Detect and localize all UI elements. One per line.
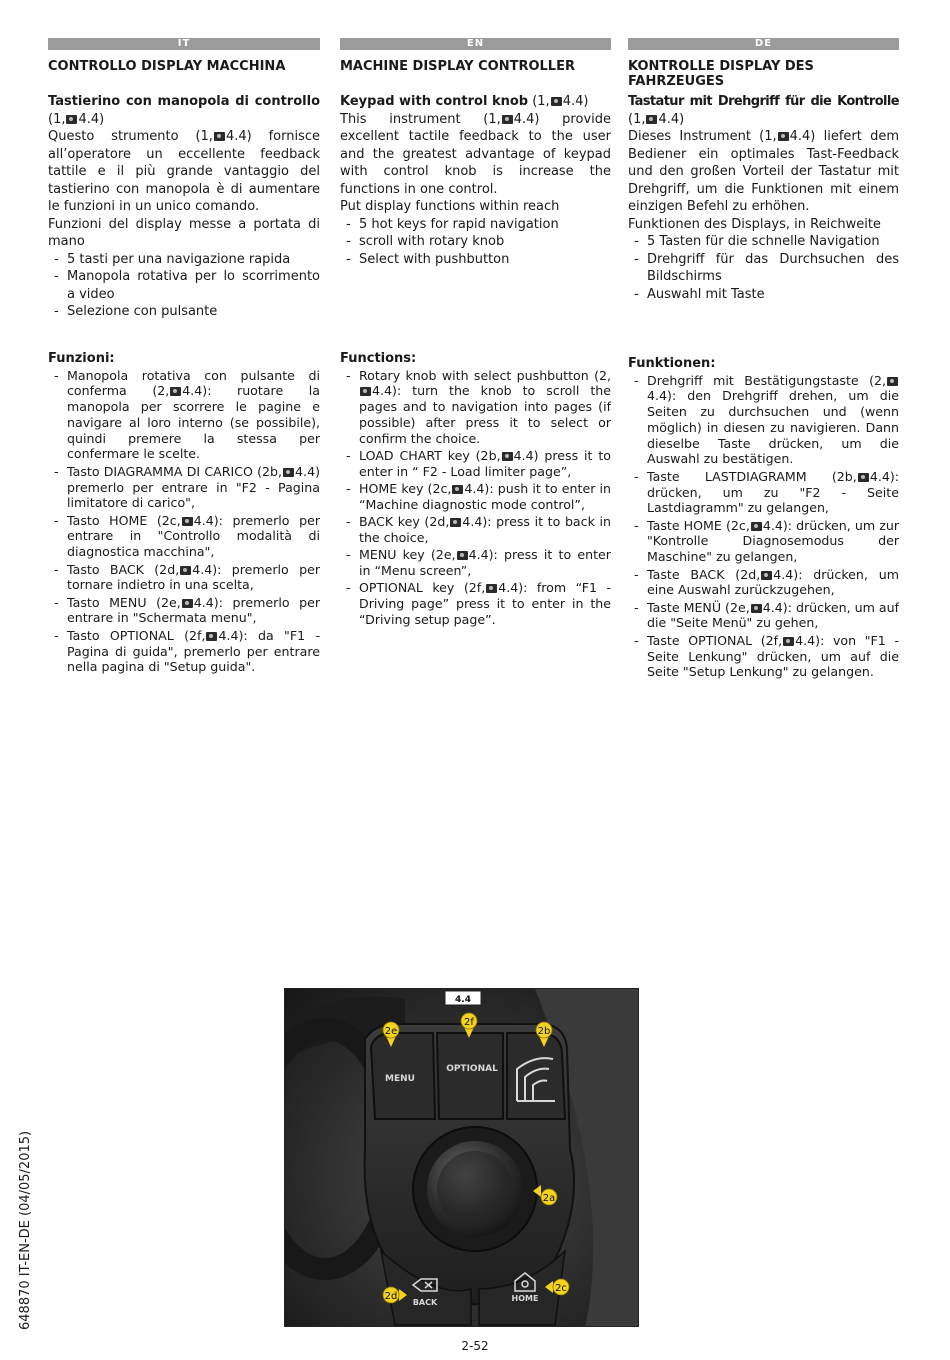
svg-text:2c: 2c (555, 1283, 567, 1294)
reach-text-de: Funktionen des Displays, in Reichweite (628, 216, 881, 232)
list-item: - BACK key (2d, 4.4): press it to back in the choice, (340, 514, 611, 546)
camera-icon (170, 387, 181, 396)
functions-list-de (628, 373, 899, 681)
functions-heading-de: Funktionen: (628, 356, 716, 371)
section-title-it: CONTROLLO DISPLAY MACCHINA (48, 59, 286, 74)
functions-block-it (48, 350, 320, 675)
camera-icon (761, 571, 772, 580)
keypad-heading-it: Tastierino con manopola di controllo (48, 94, 320, 109)
intro-text-it: Questo strumento (1, (48, 129, 213, 144)
section-title-en: MACHINE DISPLAY CONTROLLER (340, 59, 575, 74)
svg-text:2f: 2f (464, 1017, 474, 1028)
list-item: - MENU key (2e, 4.4): press it to enter in “Menu screen”, (340, 547, 611, 579)
list-item: - Taste HOME (2c, 4.4): drücken, um zur "Kontrolle Diagnosemodus der Maschine" zu gelangen, (628, 518, 899, 565)
camera-icon (182, 517, 193, 526)
language-bar-en: EN (340, 38, 611, 50)
camera-icon (457, 551, 468, 560)
svg-text:2e: 2e (384, 1026, 398, 1037)
list-item: - Select with pushbutton (340, 251, 611, 269)
functions-heading-en: Functions: (340, 351, 417, 366)
keypad-heading-de: Tastatur mit Drehgriff für die Kontrolle (628, 94, 899, 109)
list-item: - 5 tasti per una navigazione rapida (48, 251, 320, 269)
intro-block-en: Keypad with control knob (1, 4.4) This instrument (1, 4.4) provide excellent tactile feedback to the user and the greatest advantage of keypad with control knob is increase the functions in one control. Put display functions within reach - 5 hot keys for rapid navigation - scroll with rotary knob - Select with pushbutton (340, 93, 611, 336)
page-number: 2-52 (461, 1339, 489, 1353)
list-item: - Drehgriff für das Durchsuchen des Bildschirms (628, 251, 899, 286)
camera-icon (283, 468, 294, 477)
reach-text-en: Put display functions within reach (340, 199, 560, 214)
camera-icon (66, 115, 77, 124)
keypad-heading-en: Keypad with control knob (340, 94, 529, 109)
list-item: - Taste BACK (2d, 4.4): drücken, um eine Auswahl zurückzugehen, (628, 567, 899, 599)
camera-icon (452, 485, 463, 494)
camera-icon (180, 566, 191, 575)
list-item: - Tasto HOME (2c, 4.4): premerlo per entrare in "Controllo modalità di diagnostica macchina", (48, 513, 320, 560)
camera-icon (778, 132, 789, 141)
functions-block-en (340, 350, 611, 628)
list-item: - Manopola rotativa per lo scorrimento a video (48, 268, 320, 303)
list-item: - Selezione con pulsante (48, 303, 320, 321)
camera-icon (887, 377, 898, 386)
list-item: - Manopola rotativa con pulsante di conferma (2, 4.4): ruotare la manopola per scorrere le pagine e navigare al loro interno (se possibile), quindi premere la stessa per confermare le scelte. (48, 368, 320, 463)
column-de (628, 38, 899, 682)
list-item: - Tasto MENU (2e, 4.4): premerlo per entrare in "Schermata menu", (48, 595, 320, 627)
document-code: 648870 IT-EN-DE (04/05/2015) (18, 1130, 33, 1330)
home-key-label: HOME (511, 1294, 539, 1303)
language-bar-it: IT (48, 38, 320, 50)
svg-text:2a: 2a (542, 1193, 556, 1204)
optional-key-label: OPTIONAL (446, 1064, 498, 1074)
list-item: - Tasto BACK (2d, 4.4): premerlo per tornare indietro in una scelta, (48, 562, 320, 594)
list-item: - scroll with rotary knob (340, 233, 611, 251)
list-item: - LOAD CHART key (2b, 4.4) press it to enter in “ F2 - Load limiter page”, (340, 448, 611, 480)
intro-text-de: Dieses Instrument (1, (628, 129, 777, 144)
functions-list-en (340, 368, 611, 628)
svg-text:2d: 2d (384, 1291, 398, 1302)
camera-icon (360, 387, 371, 396)
camera-icon (751, 604, 762, 613)
list-item: - Taste MENÜ (2e, 4.4): drücken, um auf die "Seite Menü" zu gehen, (628, 600, 899, 632)
reach-list-it (48, 251, 320, 321)
reach-list-en (340, 216, 611, 269)
list-item: - HOME key (2c, 4.4): push it to enter in “Machine diagnostic mode control”, (340, 481, 611, 513)
column-en (340, 38, 611, 629)
list-item: - Tasto OPTIONAL (2f, 4.4): da "F1 - Pagina di guida", premerlo per entrare nella pagina di "Setup guida". (48, 628, 320, 675)
section-title-de: KONTROLLE DISPLAY DES FAHRZEUGES (628, 59, 814, 89)
list-item: - Drehgriff mit Bestätigungstaste (2,4.4): den Drehgriff drehen, um die Seiten zu durchsuchen und (wenn möglich) in diesen zu navigieren. Dann dieselbe Taste drücken, um die Auswahl zu bestätigen. (628, 373, 899, 468)
camera-icon (486, 584, 497, 593)
functions-list-it (48, 368, 320, 676)
list-item: - 5 Tasten für die schnelle Navigation (628, 233, 899, 251)
camera-icon (502, 452, 513, 461)
list-item: - Tasto DIAGRAMMA DI CARICO (2b, 4.4) premerlo per entrare in "F2 - Pagina limitatore di carico", (48, 464, 320, 511)
language-bar-de: DE (628, 38, 899, 50)
functions-heading-it: Funzioni: (48, 351, 115, 366)
keypad-illustration (285, 989, 639, 1327)
list-item: - 5 hot keys for rapid navigation (340, 216, 611, 234)
camera-icon (182, 599, 193, 608)
list-item: - Taste OPTIONAL (2f, 4.4): von "F1 - Seite Lenkung" drücken, um auf die Seite "Setup Lenkung" zu gelangen. (628, 633, 899, 680)
camera-icon (502, 115, 513, 124)
intro-text-en: This instrument (1, (340, 111, 501, 127)
camera-icon (646, 115, 657, 124)
back-key-label: BACK (412, 1298, 438, 1307)
camera-icon (751, 522, 762, 531)
camera-icon (206, 632, 217, 641)
functions-block-de (628, 355, 899, 680)
list-item: - OPTIONAL key (2f, 4.4): from “F1 - Driving page” press it to enter in the “Driving setup page”. (340, 580, 611, 627)
column-it (48, 38, 320, 677)
camera-icon (551, 97, 562, 106)
intro-block-it: Tastierino con manopola di controllo (1, 4.4) Questo strumento (1, 4.4) fornisce all’operatore un eccellente feedback tattile e il più grande vantaggio del tastierino con manopola è di aumentare le funzioni in un unico comando. Funzioni del display messe a portata di mano - 5 tasti per una navigazione rapida - Manopola rotativa per lo scorrimento a video - Selezione con pulsante (48, 93, 320, 336)
camera-icon (450, 518, 461, 527)
camera-icon (858, 473, 869, 482)
list-item: - Taste LASTDIAGRAMM (2b, 4.4): drücken, um zu "F2 - Seite Lastdiagramm" zu gelangen, (628, 469, 899, 516)
svg-text:2b: 2b (537, 1026, 551, 1037)
reach-text-it: Funzioni del display messe a portata di mano (48, 216, 320, 249)
reach-list-de (628, 233, 899, 303)
intro-block-de: Tastatur mit Drehgriff für die Kontrolle (1, 4.4) Dieses Instrument (1, 4.4) liefert dem Bediener ein optimales Tast-Feedback und den großen Vorteil der Tastatur mit Drehgriff, um die Funktionen mit einem einzigen Befehl zu erhöhen. Funktionen des Displays, in Reichweite - 5 Tasten für die schnelle Navigation - Drehgriff für das Durchsuchen des Bildschirms - Auswahl mit Taste (628, 93, 899, 343)
camera-icon (214, 132, 225, 141)
list-item: - Rotary knob with select pushbutton (2,4.4): turn the knob to scroll the pages and to navigation into pages (if possible) after press it to select or confirm the choice. (340, 368, 611, 447)
menu-key-label: MENU (385, 1074, 415, 1084)
figure-keypad-photo (284, 988, 639, 1327)
figure-label: 4.4 (455, 995, 471, 1005)
camera-icon (783, 637, 794, 646)
list-item: - Auswahl mit Taste (628, 286, 899, 304)
